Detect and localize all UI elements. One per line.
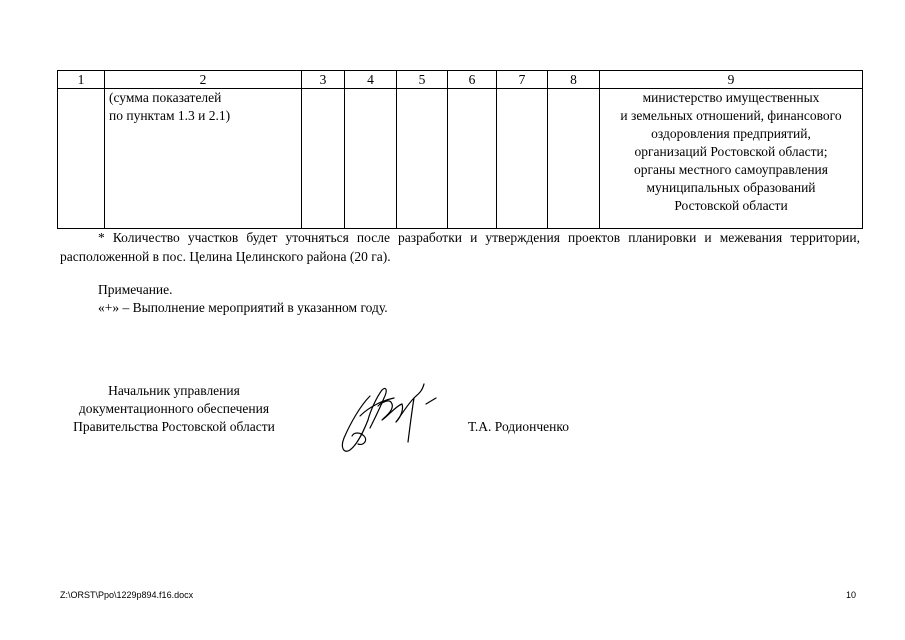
- cell-text-line: по пунктам 1.3 и 2.1): [109, 108, 231, 123]
- table-cell-col3: [302, 89, 345, 229]
- column-header-6: 6: [448, 71, 497, 89]
- cell-text-line: и земельных отношений, финансового: [620, 108, 842, 123]
- column-header-8: 8: [548, 71, 600, 89]
- table-row: [58, 89, 863, 229]
- note-title: Примечание.: [98, 282, 173, 297]
- column-header-7: 7: [497, 71, 548, 89]
- cell-text-line: Ростовской области: [674, 198, 788, 213]
- table-cell-col5: [397, 89, 448, 229]
- position-line: документационного обеспечения: [78, 401, 270, 416]
- cell-text-line: министерство имущественных: [642, 90, 820, 105]
- signatory-name: Т.А. Родионченко: [468, 419, 569, 434]
- page-number: 10: [846, 590, 857, 600]
- column-header-4: 4: [345, 71, 397, 89]
- table-cell-col9: [600, 89, 863, 229]
- column-header-3: 3: [302, 71, 345, 89]
- file-path: Z:\ORST\Ppo\1229p894.f16.docx: [60, 590, 194, 600]
- cell-text-line: организаций Ростовской области;: [634, 144, 828, 159]
- table-cell-col4: [345, 89, 397, 229]
- column-header-5: 5: [397, 71, 448, 89]
- note-text: «+» – Выполнение мероприятий в указанном году.: [98, 300, 388, 315]
- table-cell-col8: [548, 89, 600, 229]
- table-cell-col2: [105, 89, 302, 229]
- column-header-9: 9: [600, 71, 863, 89]
- cell-text-line: органы местного самоуправления: [634, 162, 828, 177]
- signatory-position: [58, 382, 290, 436]
- cell-text-line: муниципальных образований: [646, 180, 816, 195]
- position-line: Правительства Ростовской области: [73, 419, 275, 434]
- position-line: Начальник управления: [108, 383, 240, 398]
- cell-text-line: оздоровления предприятий,: [651, 126, 811, 141]
- footnote-text: * Количество участков будет уточняться после разработки и утверждения проектов планировки и межевания территории, расположенной в пос. Целина Целинского района (20 га).: [60, 230, 860, 264]
- column-header-1: 1: [58, 71, 105, 89]
- measures-table: [57, 70, 863, 229]
- handwritten-signature: [330, 376, 445, 458]
- table-cell-col7: [497, 89, 548, 229]
- table-header-row: [58, 71, 863, 89]
- column-header-2: 2: [105, 71, 302, 89]
- cell-text-line: (сумма показателей: [109, 90, 222, 105]
- table-cell-col6: [448, 89, 497, 229]
- table-cell-col1: [58, 89, 105, 229]
